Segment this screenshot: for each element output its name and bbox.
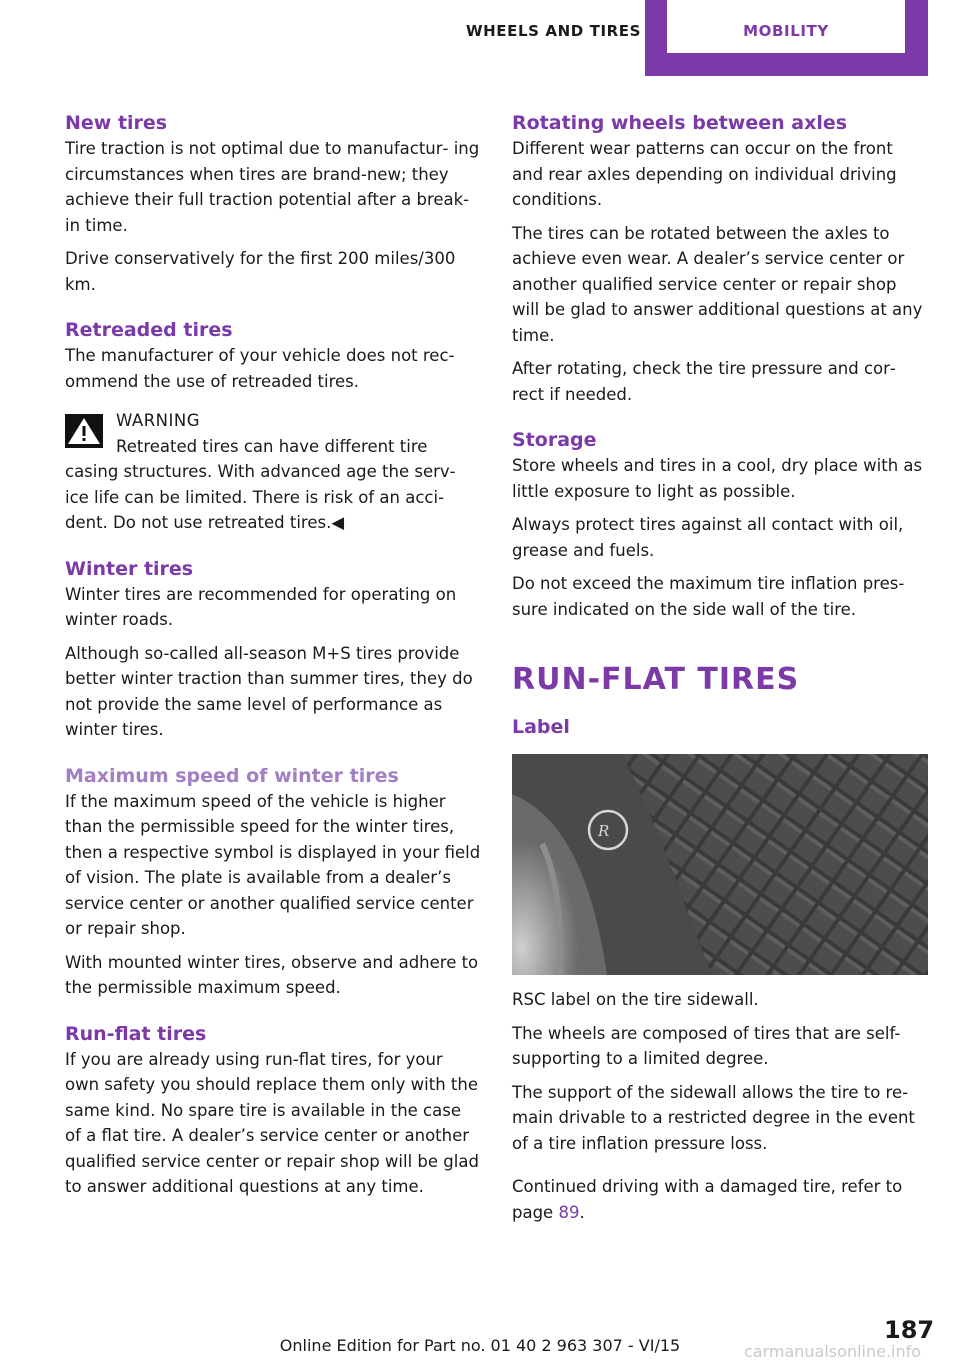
page-link[interactable]: 89 — [558, 1202, 580, 1222]
paragraph: Store wheels and tires in a cool, dry place with as little exposure to light as possible. — [512, 456, 923, 501]
heading-run-flat-tires: Run-flat tires — [65, 1022, 207, 1045]
heading-rotating-wheels: Rotating wheels between axles — [512, 112, 848, 134]
header-chapter-tab — [645, 0, 928, 76]
paragraph: Do not exceed the maximum tire inflation pres‐ sure indicated on the side wall of the tire. — [512, 574, 905, 619]
paragraph: Although so-called all-season M+S tires provide better winter traction than summer tires, they do not provide the same level of performance as winter tires. — [65, 643, 473, 739]
paragraph: The tires can be rotated between the axles to achieve even wear. A dealer’s service center or another qualified service center or repair shop will be glad to answer additional questions at any time. — [512, 223, 923, 345]
watermark: carmanualsonline.info — [744, 1342, 922, 1361]
right-column — [512, 110, 928, 1233]
page-number: 187 — [884, 1316, 935, 1344]
warning-text: casing structures. With advanced age the serv‐ ice life can be limited. There is risk of an acci‐ dent. Do not use retreated tires.◀ — [65, 462, 456, 532]
warning-text: Retreated tires can have different tire — [116, 436, 428, 456]
heading-winter-tires: Winter tires — [65, 557, 194, 580]
paragraph: If the maximum speed of the vehicle is higher than the permissible speed for the winter tires, then a respective symbol is displayed in your field of vision. The plate is available from a dealer’s service center or another qualified service center or repair shop. — [65, 791, 481, 938]
header-section-title: WHEELS AND TIRES — [466, 22, 642, 40]
heading-storage: Storage — [512, 429, 597, 451]
footer-edition: Online Edition for Part no. 01 40 2 963 307 - VI/15 — [279, 1336, 681, 1355]
heading-retreaded-tires: Retreaded tires — [65, 319, 233, 341]
paragraph: If you are already using run-flat tires, for your own safety you should replace them only with the same kind. No spare tire is available in the case of a flat tire. A dealer’s service center or another qualified service center or repair shop will be glad to answer additional questions at any time. — [65, 1049, 479, 1196]
left-column — [65, 110, 481, 1208]
paragraph: The manufacturer of your vehicle does not rec‐ ommend the use of retreaded tires. — [65, 346, 455, 391]
image-caption: RSC label on the tire sidewall. — [512, 990, 759, 1009]
cross-reference-suffix: . — [579, 1202, 585, 1222]
tire-sidewall-image — [512, 754, 928, 975]
warning-box — [65, 408, 481, 536]
header-chapter-label: MOBILITY — [667, 0, 905, 53]
paragraph: The support of the sidewall allows the tire to re‐ main drivable to a restricted degree in the event of a tire inflation pressure loss. — [512, 1082, 915, 1153]
paragraph: Different wear patterns can occur on the front and rear axles depending on individual driving conditions. — [512, 139, 897, 209]
heading-label: Label — [512, 716, 570, 738]
paragraph: The wheels are composed of tires that are self- supporting to a limited degree. — [512, 1023, 901, 1068]
warning-title: WARNING — [116, 411, 201, 430]
paragraph-cross-reference — [512, 1174, 928, 1225]
svg-text:R: R — [598, 822, 610, 840]
paragraph: Always protect tires against all contact with oil, grease and fuels. — [512, 515, 904, 560]
heading-max-speed-winter: Maximum speed of winter tires — [65, 764, 399, 787]
paragraph: After rotating, check the tire pressure and cor‐ rect if needed. — [512, 359, 896, 404]
paragraph: Winter tires are recommended for operating on winter roads. — [65, 584, 457, 629]
warning-triangle-icon — [65, 414, 103, 448]
cross-reference-text: Continued driving with a damaged tire, refer to page — [512, 1177, 903, 1222]
section-title-run-flat-tires: RUN-FLAT TIRES — [512, 662, 800, 697]
heading-new-tires: New tires — [65, 112, 168, 134]
paragraph: Tire traction is not optimal due to manufactur‐ ing circumstances when tires are brand-new; they achieve their full traction potential after a break-in time. — [65, 139, 480, 235]
paragraph: With mounted winter tires, observe and adhere to the permissible maximum speed. — [65, 952, 479, 997]
paragraph: Drive conservatively for the first 200 miles/300 km. — [65, 249, 456, 294]
